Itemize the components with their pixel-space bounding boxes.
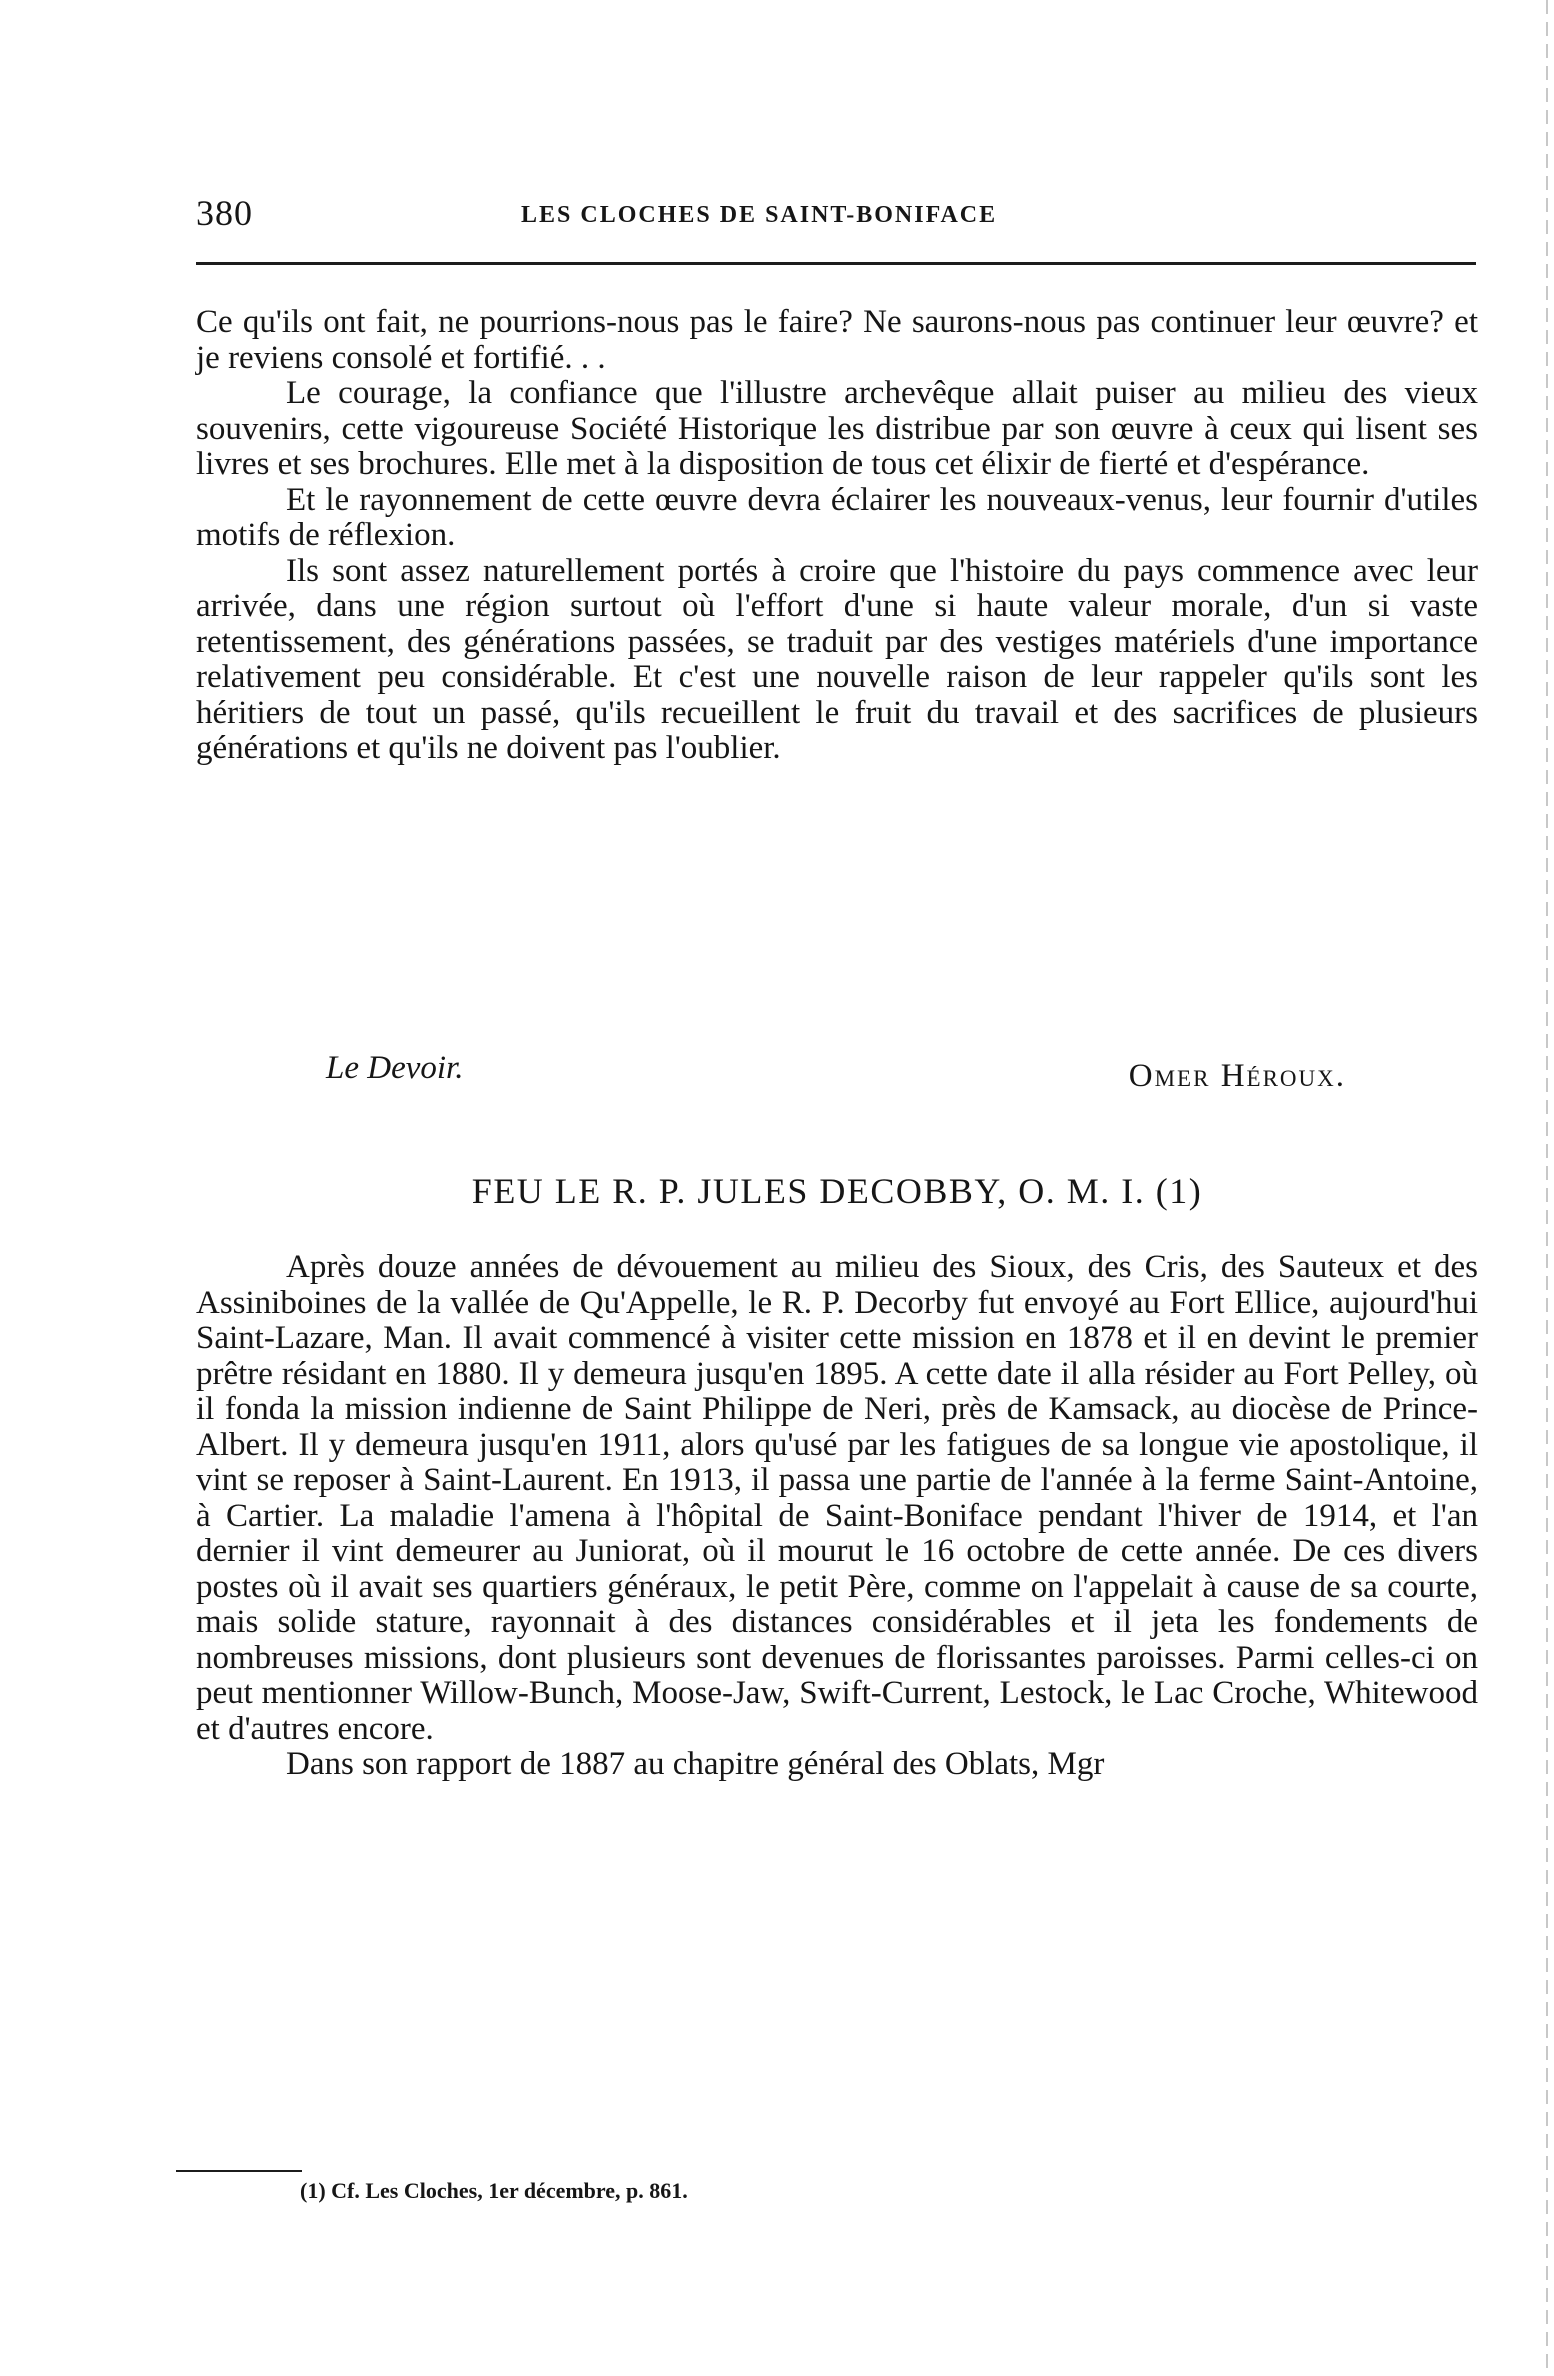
section-paragraph: Dans son rapport de 1887 au chapitre général des Oblats, Mgr (286, 1746, 1105, 1782)
section-body (196, 1250, 1478, 1783)
page-number: 380 (196, 193, 253, 233)
section-paragraph: Après douze années de dévouement au milieu des Sioux, des Cris, des Sauteux et des Assiniboines de la vallée de Qu'Appelle, le R. P. Decorby fut envoyé au Fort Ellice, aujourd'hui Saint-Lazare, Man. Il avait commencé à visiter cette mission en 1878 et il en devint le premier prêtre résidant en 1880. Il y demeura jusqu'en 1895. A cette date il alla résider au Fort Pelley, où il fonda la mission indienne de Saint Philippe de Neri, près de Kamsack, au diocèse de Prince-Albert. Il y demeura jusqu'en 1911, alors qu'usé par les fatigues de sa longue vie apostolique, il vint se reposer à Saint-Laurent. En 1913, il passa une partie de l'année à la ferme Saint-Antoine, à Cartier. La maladie l'amena à l'hôpital de Saint-Boniface pendant l'hiver de 1914, et l'an dernier il vint demeurer au Juniorat, où il mourut le 16 octobre de cette année. De ces divers postes où il avait ses quartiers généraux, le petit Père, comme on l'appelait à cause de sa courte, mais solide stature, rayonnait à des distances considérables et il jeta les fondements de nombreuses missions, dont plusieurs sont devenues de florissantes paroisses. Parmi celles-ci on peut mentionner Willow-Bunch, Moose-Jaw, Swift-Current, Lestock, le Lac Croche, Whitewood et d'autres encore. (196, 1249, 1478, 1747)
header-rule (196, 262, 1476, 265)
article-paragraph: Ils sont assez naturellement portés à croire que l'histoire du pays commence avec leur arrivée, dans une région surtout où l'effort d'une si haute valeur morale, d'un si vaste retentissement, des générations passées, se traduit par des vestiges matériels d'une importance relativement peu considérable. Et c'est une nouvelle raison de leur rappeler qu'ils sont les héritiers de tout un passé, qu'ils recueillent le fruit du travail et des sacrifices de plusieurs générations et qu'ils ne doivent pas l'oublier. (196, 552, 1478, 766)
article-signature (196, 1050, 1478, 1100)
author-name: Omer Héroux. (1128, 1058, 1346, 1094)
section-title: FEU LE R. P. JULES DECOBBY, O. M. I. (1) (471, 1171, 1203, 1211)
article-body (196, 305, 1478, 767)
article-paragraph: Et le rayonnement de cette œuvre devra éclairer les nouveaux-venus, leur fournir d'utiles motifs de réflexion. (196, 481, 1478, 553)
footnote: (1) Cf. Les Cloches, 1er décembre, p. 861. (300, 2178, 688, 2203)
footnote-rule (176, 2170, 302, 2172)
page-header (196, 192, 1496, 252)
article-paragraph: Le courage, la confiance que l'illustre archevêque allait puiser au milieu des vieux souvenirs, cette vigoureuse Société Historique les distribue par son œuvre à ceux qui lisent ses livres et ses brochures. Elle met à la disposition de tous cet élixir de fierté et d'espérance. (196, 375, 1478, 482)
article-paragraph: Ce qu'ils ont fait, ne pourrions-nous pas le faire? Ne saurons-nous pas continuer leur œuvre? et je reviens consolé et fortifié. . . (196, 304, 1478, 376)
running-title: LES CLOCHES DE SAINT-BONIFACE (521, 202, 998, 228)
page-edge-shadow (1546, 0, 1548, 2376)
source-name: Le Devoir. (326, 1050, 464, 1086)
